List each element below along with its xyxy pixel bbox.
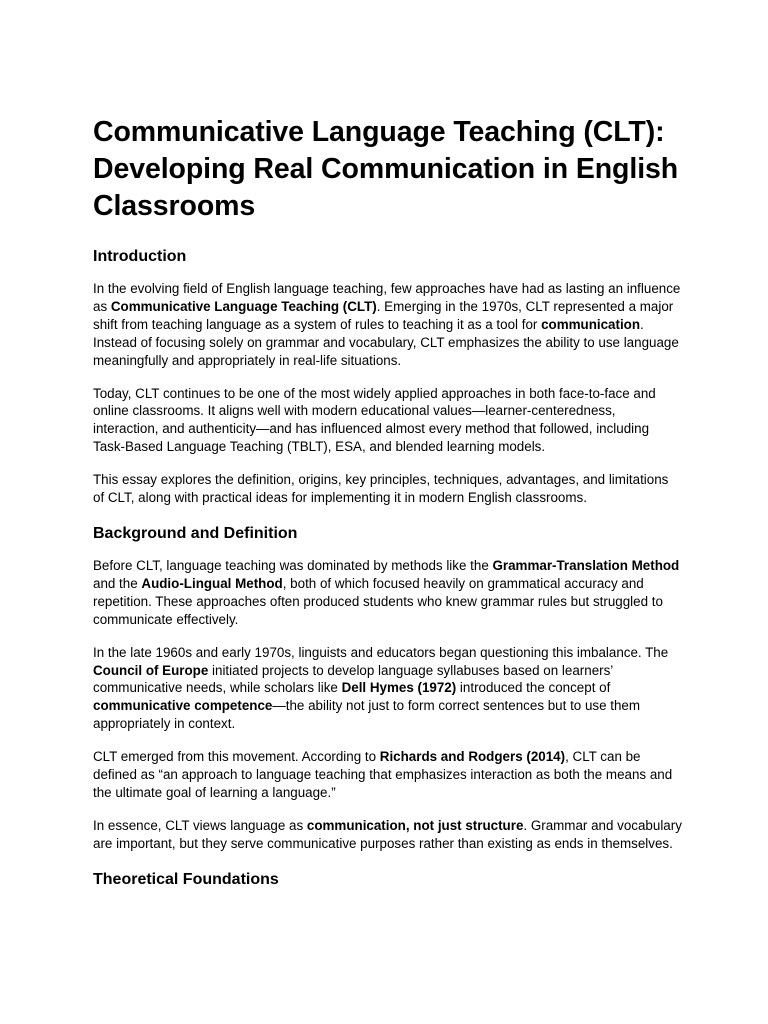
text-run: . Emerging in the 1970s, CLT represented a major shift from teaching language as a system of rules to teaching it as a tool for	[93, 298, 674, 332]
bold-term: communication	[541, 316, 641, 332]
document-page	[93, 114, 683, 903]
text-run: . Grammar and vocabulary are important, but they serve communicative purposes rather than existing as ends in themselves.	[93, 817, 682, 851]
paragraph	[93, 644, 683, 734]
text-run: —the ability not just to form correct sentences but to use them appropriately in context.	[93, 698, 641, 732]
text-run: and the	[93, 575, 142, 591]
section-heading: Background and Definition	[93, 524, 298, 542]
bold-term: communication, not just structure	[306, 817, 524, 833]
text-run: . Instead of focusing solely on grammar and vocabulary, CLT emphasizes the ability to use language meaningfully and appropriately in real-life situations.	[93, 316, 679, 368]
text-run: This essay explores the definition, origins, key principles, techniques, advantages, and limitations of CLT, along with practical ideas for implementing it in modern English classrooms.	[93, 472, 669, 506]
text-run: introduced the concept of	[456, 680, 611, 696]
section-introduction	[93, 247, 683, 507]
paragraph	[93, 817, 683, 853]
bold-term: Council of Europe	[93, 662, 209, 678]
text-run: In the late 1960s and early 1970s, linguists and educators began questioning this imbalance. The	[93, 644, 669, 660]
bold-term: Dell Hymes (1972)	[341, 680, 457, 696]
bold-term: Richards and Rodgers (2014)	[379, 749, 566, 765]
paragraph	[93, 280, 683, 370]
bold-term: Communicative Language Teaching (CLT)	[110, 298, 377, 314]
document-title: Communicative Language Teaching (CLT): Developing Real Communication in English Classrooms	[93, 116, 679, 222]
text-run: Today, CLT continues to be one of the most widely applied approaches in both face-to-face and online classrooms. It aligns well with modern educational values—learner-centeredness, interaction, and authenticity—and has influenced almost every method that followed, including Task-Based Language Teaching (TBLT), ESA, and blended learning models.	[93, 385, 656, 455]
paragraph	[93, 748, 683, 802]
bold-term: Audio-Lingual Method	[141, 575, 283, 591]
text-run: In the evolving field of English language teaching, few approaches have had as lasting an influence as	[93, 281, 681, 314]
paragraph	[93, 471, 683, 507]
text-run: In essence, CLT views language as	[93, 817, 307, 833]
bold-term: communicative competence	[93, 698, 273, 714]
paragraph	[93, 557, 683, 629]
text-run: CLT emerged from this movement. According to	[93, 749, 380, 765]
section-background-and-definition	[93, 524, 683, 853]
paragraph	[93, 385, 683, 457]
section-heading: Introduction	[93, 248, 187, 265]
section-theoretical-foundations	[93, 870, 683, 890]
text-run: Before CLT, language teaching was dominated by methods like the	[93, 557, 493, 573]
text-run: initiated projects to develop language syllabuses based on learners’ communicative needs, while scholars like	[93, 662, 613, 696]
text-run: , CLT can be defined as “an approach to language teaching that emphasizes interaction as both the means and the ultimate goal of learning a language.”	[93, 749, 673, 800]
section-heading: Theoretical Foundations	[93, 870, 279, 888]
bold-term: Grammar-Translation Method	[492, 557, 680, 573]
text-run: , both of which focused heavily on grammatical accuracy and repetition. These approaches often produced students who knew grammar rules but struggled to communicate effectively.	[93, 575, 663, 627]
